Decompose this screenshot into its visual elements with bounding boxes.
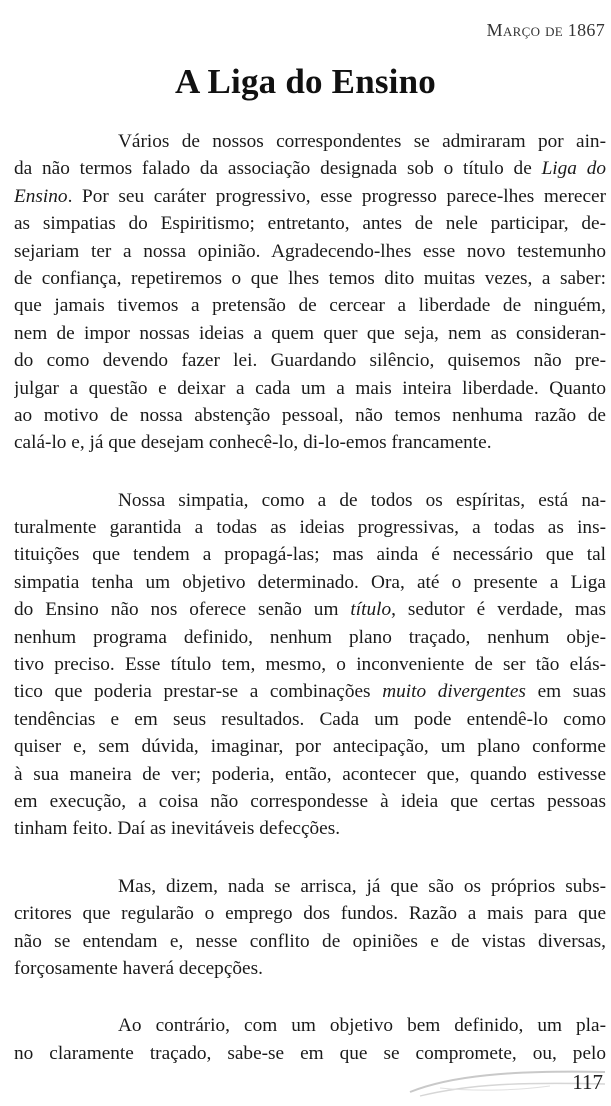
text-run: não se entendam e, nesse conflito de opiniões e de vistas diversas, <box>14 930 606 952</box>
text-line <box>14 238 606 265</box>
text-line <box>14 569 606 596</box>
text-line <box>14 292 606 319</box>
text-line <box>14 733 606 760</box>
text-line <box>14 624 606 651</box>
page-number: 117 <box>572 1070 603 1094</box>
text-line <box>14 514 606 541</box>
body-paragraph <box>14 1012 606 1067</box>
text-line <box>14 265 606 292</box>
text-run: no claramente traçado, sabe-se em que se compromete, ou, pelo <box>14 1042 606 1064</box>
article-body <box>14 128 606 1097</box>
text-line <box>14 487 606 514</box>
text-run: de confiança, repetiremos o que lhes temos dito muitas vezes, a saber: <box>14 267 606 289</box>
text-run: do Ensino não nos oferece senão um <box>14 599 351 621</box>
text-line <box>14 815 606 842</box>
italic-text: Liga do <box>541 158 606 180</box>
body-paragraph <box>14 128 606 457</box>
text-line <box>14 1012 606 1039</box>
text-run: . Por seu caráter progressivo, esse progresso parece-lhes merecer <box>67 185 606 207</box>
text-run: simpatia tenha um objetivo determinado. Ora, até o presente a Liga <box>14 571 606 593</box>
body-paragraph <box>14 487 606 843</box>
text-run: , sedutor é verdade, mas <box>391 599 606 621</box>
text-run: tico que poderia prestar-se a combinações <box>14 681 383 703</box>
text-run: tituições que tendem a propagá-las; mas ainda é necessário que tal <box>14 544 606 566</box>
text-run: Ao contrário, com um objetivo bem definido, um pla- <box>118 1015 606 1037</box>
text-run: Vários de nossos correspondentes se admiraram por ain- <box>118 131 606 152</box>
text-run: calá-lo e, já que desejam conhecê-lo, di-lo-emos francamente. <box>14 432 492 454</box>
text-run: tivo preciso. Esse título tem, mesmo, o inconveniente de ser tão elás- <box>14 654 606 676</box>
text-run: julgar a questão e deixar a cada um a mais inteira liberdade. Quanto <box>14 377 606 399</box>
text-line <box>14 706 606 733</box>
text-run: ao motivo de nossa abstenção pessoal, não temos nenhuma razão de <box>14 404 606 426</box>
text-run: à sua maneira de ver; poderia, então, acontecer que, quando estivesse <box>14 763 606 785</box>
text-line <box>14 678 606 705</box>
text-line <box>14 761 606 788</box>
text-line <box>14 541 606 568</box>
text-run: turalmente garantida a todas as ideias progressivas, a todas as ins- <box>14 517 606 539</box>
text-run: do como devendo fazer lei. Guardando silêncio, quisemos não pre- <box>14 350 606 372</box>
text-run: sejariam ter a nossa opinião. Agradecendo-lhes esse novo testemunho <box>14 240 606 262</box>
text-line <box>14 873 606 900</box>
text-line <box>14 651 606 678</box>
page-footer <box>0 1062 611 1106</box>
text-run: nenhum programa definido, nenhum plano traçado, nenhum obje- <box>14 626 606 648</box>
text-line <box>14 402 606 429</box>
text-run: as simpatias do Espiritismo; entretanto, antes de nele participar, de- <box>14 213 606 235</box>
text-line <box>14 347 606 374</box>
text-run: em execução, a coisa não correspondesse à ideia que certas pessoas <box>14 790 606 812</box>
text-run: quiser e, sem dúvida, imaginar, por antecipação, um plano conforme <box>14 736 606 758</box>
text-run: tinham feito. Daí as inevitáveis defecções. <box>14 818 341 840</box>
text-line <box>14 128 606 155</box>
text-run: critores que regularão o emprego dos fundos. Razão a mais para que <box>14 903 606 925</box>
text-line <box>14 429 606 456</box>
body-paragraph <box>14 873 606 983</box>
text-line <box>14 596 606 623</box>
text-line <box>14 183 606 210</box>
text-run: forçosamente haverá decepções. <box>14 957 263 979</box>
text-line <box>14 210 606 237</box>
text-run: nem de impor nossas ideias a quem quer que seja, nem as consideran- <box>14 322 606 344</box>
italic-text: Ensino <box>14 185 68 207</box>
text-run: Nossa simpatia, como a de todos os espíritas, está na- <box>118 489 606 511</box>
text-run: Mas, dizem, nada se arrisca, já que são os próprios subs- <box>118 875 606 897</box>
running-header: Março de 1867 <box>486 20 605 40</box>
text-line <box>14 788 606 815</box>
text-run: que jamais tivemos a pretensão de cercear a liberdade de ninguém, <box>14 295 606 317</box>
text-line <box>14 900 606 927</box>
text-line <box>14 928 606 955</box>
article-title: A Liga do Ensino <box>175 62 436 101</box>
text-run: em suas <box>525 681 606 703</box>
text-line <box>14 320 606 347</box>
text-run: tendências e em seus resultados. Cada um pode entendê-lo como <box>14 708 606 730</box>
text-line <box>14 375 606 402</box>
text-line <box>14 955 606 982</box>
italic-text: muito divergentes <box>382 681 526 703</box>
text-run: da não termos falado da associação designada sob o título de <box>14 158 542 180</box>
text-line <box>14 155 606 182</box>
italic-text: título <box>350 599 392 621</box>
